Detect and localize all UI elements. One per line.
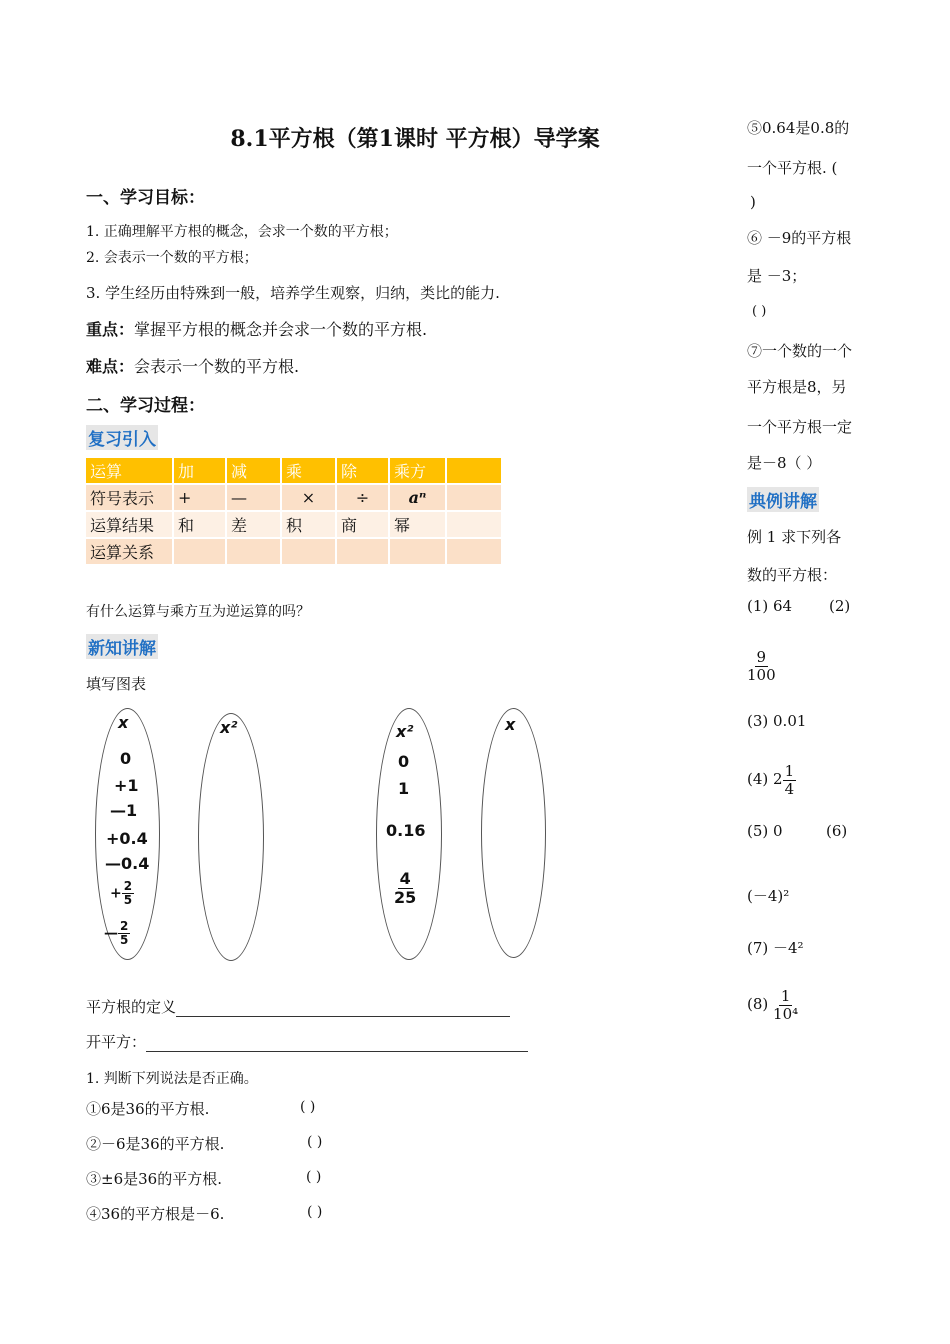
table-cell: 除 bbox=[336, 458, 389, 484]
problem-2-label: (2) bbox=[829, 597, 851, 615]
table-cell: 运算关系 bbox=[86, 538, 173, 565]
value-item: —0.4 bbox=[105, 854, 150, 873]
fraction-numerator: 2 bbox=[123, 879, 133, 893]
example-1-title-line2: 数的平方根： bbox=[747, 566, 838, 584]
goal-1: 1. 正确理解平方根的概念，会求一个数的平方根； bbox=[86, 224, 398, 240]
table-cell: 减 bbox=[226, 458, 281, 484]
table-cell: 乘方 bbox=[389, 458, 446, 484]
table-cell bbox=[446, 538, 502, 565]
goal-3: 3. 学生经历由特殊到一般，培养学生观察，归纳，类比的能力. bbox=[86, 284, 500, 302]
difficult-label: 难点： bbox=[86, 357, 135, 376]
table-cell bbox=[226, 538, 281, 565]
table-cell: 和 bbox=[173, 511, 226, 538]
fraction-numerator: 4 bbox=[399, 869, 411, 888]
label-x2-right: x² bbox=[396, 722, 414, 741]
table-cell bbox=[446, 484, 502, 511]
value-item: 0 bbox=[398, 752, 410, 771]
table-cell: 积 bbox=[281, 511, 336, 538]
kaipingfang-label: 开平方： bbox=[86, 1033, 147, 1051]
table-cell: 商 bbox=[336, 511, 389, 538]
operations-table bbox=[86, 458, 503, 566]
value-item: —1 bbox=[110, 801, 138, 820]
value-item bbox=[394, 870, 416, 906]
problem-4-label: (4) 2 bbox=[747, 770, 783, 788]
fill-diagram-label: 填写图表 bbox=[86, 675, 147, 693]
table-cell: — bbox=[226, 484, 281, 511]
problem-7: (7) －4² bbox=[747, 939, 804, 957]
table-cell: × bbox=[281, 484, 336, 511]
inverse-question: 有什么运算与乘方互为逆运算的吗？ bbox=[86, 604, 310, 620]
key-point bbox=[86, 317, 427, 340]
judge-item: ④36的平方根是－6. bbox=[86, 1205, 225, 1223]
judge-answer-paren[interactable]: ( ) bbox=[300, 1099, 316, 1115]
key-text: 掌握平方根的概念并会求一个数的平方根. bbox=[134, 320, 428, 339]
judge-item-5-line3: ) bbox=[750, 193, 756, 211]
value-item bbox=[104, 920, 130, 947]
section1-heading: 一、学习目标： bbox=[86, 188, 205, 208]
oval-x2-set-left bbox=[198, 713, 264, 961]
sign-plus: + bbox=[110, 885, 122, 902]
fraction-numerator: 2 bbox=[120, 919, 129, 933]
table-cell: 差 bbox=[226, 511, 281, 538]
problem-2-fraction bbox=[747, 649, 776, 683]
judge-heading: 1. 判断下列说法是否正确。 bbox=[86, 1071, 258, 1087]
judge-item-6-line2: 是 －3； bbox=[747, 267, 807, 285]
table-cell: + bbox=[173, 484, 226, 511]
table-cell bbox=[446, 458, 502, 484]
fraction-denominator: 10⁴ bbox=[773, 1004, 799, 1023]
label-x-right: x bbox=[505, 715, 516, 734]
problem-3: (3) 0.01 bbox=[747, 712, 807, 730]
judge-item: ①6是36的平方根. bbox=[86, 1100, 210, 1118]
value-item: +1 bbox=[114, 776, 139, 795]
oval-x-set-right bbox=[481, 708, 546, 958]
table-row bbox=[86, 511, 502, 538]
difficult-text: 会表示一个数的平方根. bbox=[134, 357, 300, 376]
fraction-denominator: 25 bbox=[394, 887, 417, 907]
fraction-numerator: 1 bbox=[780, 987, 791, 1005]
fraction-denominator: 5 bbox=[123, 893, 133, 908]
judge-item-7: ⑦一个数的一个 bbox=[747, 342, 853, 360]
sqrt-definition-label: 平方根的定义 bbox=[86, 998, 177, 1016]
table-header-row bbox=[86, 458, 502, 484]
judge-item: ②－6是36的平方根. bbox=[86, 1135, 225, 1153]
judge-item-5-line2: 一个平方根. ( bbox=[747, 159, 838, 177]
table-cell: ÷ bbox=[336, 484, 389, 511]
sign-minus: — bbox=[104, 925, 118, 942]
fraction-numerator: 1 bbox=[784, 762, 795, 780]
table-cell bbox=[281, 538, 336, 565]
table-cell bbox=[336, 538, 389, 565]
table-row bbox=[86, 538, 502, 565]
difficult-point bbox=[86, 354, 299, 377]
definition-blank[interactable] bbox=[176, 1016, 510, 1017]
judge-answer-paren[interactable]: ( ) bbox=[306, 1169, 322, 1185]
fraction-denominator: 4 bbox=[784, 779, 795, 798]
label-x2-left: x² bbox=[220, 718, 238, 737]
table-cell: 符号表示 bbox=[86, 484, 173, 511]
judge-item-7-line3: 一个平方根一定 bbox=[747, 418, 853, 436]
fraction-denominator: 5 bbox=[120, 933, 129, 948]
judge-answer-paren[interactable]: ( ) bbox=[307, 1204, 323, 1220]
table-cell: aⁿ bbox=[389, 484, 446, 511]
section2-heading: 二、学习过程： bbox=[86, 396, 205, 416]
kaipingfang-blank[interactable] bbox=[146, 1051, 528, 1052]
table-cell: 运算结果 bbox=[86, 511, 173, 538]
problem-8 bbox=[747, 988, 798, 1022]
problem-6-expression: (－4)² bbox=[747, 887, 790, 905]
problem-1: (1) 64 bbox=[747, 597, 793, 615]
value-item bbox=[110, 880, 134, 907]
judge-item-5: ⑤0.64是0.8的 bbox=[747, 119, 850, 137]
value-item: 1 bbox=[398, 779, 410, 798]
examples-heading: 典例讲解 bbox=[747, 487, 819, 512]
label-x-left: x bbox=[118, 713, 129, 732]
table-cell: 运算 bbox=[86, 458, 173, 484]
value-item: 0.16 bbox=[386, 821, 426, 840]
problem-6-label: (6) bbox=[826, 822, 848, 840]
page-title: 8.1平方根（第1课时 平方根）导学案 bbox=[230, 126, 600, 152]
goal-2: 2. 会表示一个数的平方根； bbox=[86, 250, 258, 266]
problem-8-label: (8) bbox=[747, 995, 769, 1013]
sqrt-definition bbox=[86, 996, 510, 1017]
problem-5: (5) 0 bbox=[747, 822, 783, 840]
key-label: 重点： bbox=[86, 320, 135, 339]
judge-item-6: ⑥ －9的平方根 bbox=[747, 229, 852, 247]
fraction-denominator: 100 bbox=[747, 665, 776, 684]
table-cell bbox=[446, 511, 502, 538]
judge-answer-paren[interactable]: ( ) bbox=[307, 1134, 323, 1150]
table-cell bbox=[173, 538, 226, 565]
judge-item: ③±6是36的平方根. bbox=[86, 1170, 222, 1188]
table-cell: 加 bbox=[173, 458, 226, 484]
fraction-numerator: 9 bbox=[756, 648, 767, 666]
table-cell: 乘 bbox=[281, 458, 336, 484]
problem-4 bbox=[747, 763, 796, 797]
table-cell: 幂 bbox=[389, 511, 446, 538]
example-1-title: 例 1 求下列各 bbox=[747, 528, 842, 546]
judge-item-6-paren[interactable]: ( ) bbox=[752, 304, 767, 319]
value-item: 0 bbox=[120, 749, 132, 768]
kaipingfang bbox=[86, 1031, 528, 1052]
table-cell bbox=[389, 538, 446, 565]
value-item: +0.4 bbox=[106, 829, 148, 848]
table-row bbox=[86, 484, 502, 511]
judge-item-7-line4: 是－8（ ） bbox=[747, 454, 822, 472]
new-knowledge-heading: 新知讲解 bbox=[86, 634, 158, 659]
judge-item-7-line2: 平方根是8，另 bbox=[747, 378, 847, 396]
review-heading: 复习引入 bbox=[86, 425, 158, 450]
